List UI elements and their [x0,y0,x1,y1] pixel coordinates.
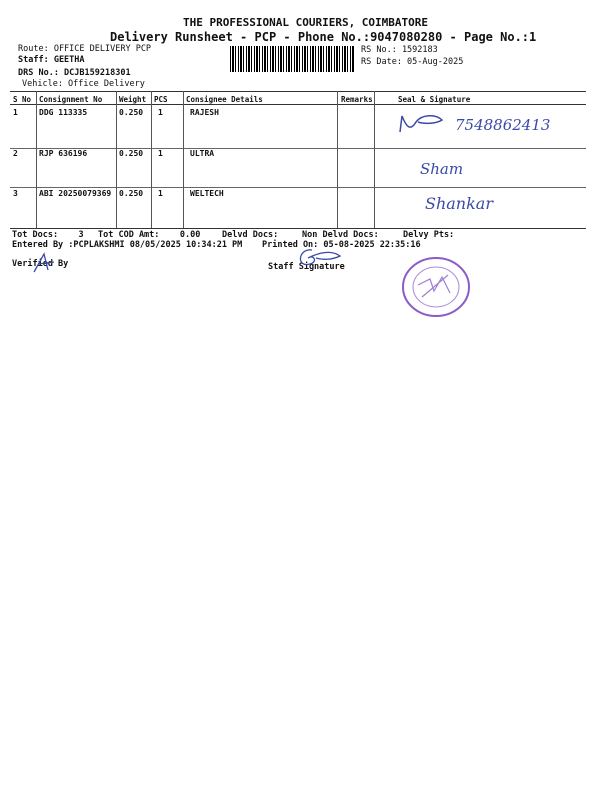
row-signature: Sham [420,160,464,178]
row-weight: 0.250 [119,189,144,198]
row-signature: Shankar [425,194,493,213]
row-weight: 0.250 [119,149,144,158]
barcode [230,46,355,72]
vehicle-label: Vehicle: Office Delivery [22,79,145,89]
delivery-points: Delvy Pts: [403,230,455,240]
staff-signature-scribble [292,244,344,270]
col-consignment: Consignment No [39,95,103,104]
route-label: Route: OFFICE DELIVERY PCP [18,44,152,54]
drs-label: DRS No.: DCJB159218301 [18,68,131,78]
col-consignee: Consignee Details [186,95,263,104]
row-consignment: ABI 20250079369 [39,189,112,198]
row-pcs: 1 [158,149,163,158]
delivered-docs: Delvd Docs: [222,230,279,240]
verified-by: Verified By [12,259,69,269]
row-signature: 7548862413 [455,116,551,134]
entered-by: Entered By :PCPLAKSHMI 08/05/2025 10:34:21 PM [12,240,243,250]
row-sno: 2 [13,149,18,158]
col-remarks: Remarks [341,95,373,104]
row-consignment: DDG 113335 [39,108,88,117]
company-title: THE PROFESSIONAL COURIERS, COIMBATORE [183,16,429,29]
rs-date: RS Date: 05-Aug-2025 [361,57,464,67]
row-consignee: ULTRA [190,149,215,158]
row-pcs: 1 [158,108,163,117]
staff-label: Staff: GEETHA [18,55,85,65]
staff-signature-label: Staff Signature [268,262,345,272]
col-seal: Seal & Signature [398,95,471,104]
row-consignee: RAJESH [190,108,219,117]
row-consignment: RJP 636196 [39,149,88,158]
col-pcs: PCS [154,95,168,104]
row-sno: 1 [13,108,18,117]
rs-number: RS No.: 1592183 [361,45,438,55]
non-delivered-docs: Non Delvd Docs: [302,230,379,240]
verified-scribble [30,252,60,274]
row-weight: 0.250 [119,108,144,117]
col-sno: S No [13,95,32,104]
total-cod: Tot COD Amt: 0.00 [98,230,201,240]
row-pcs: 1 [158,189,163,198]
total-docs: Tot Docs: 3 [12,230,84,240]
company-stamp [400,255,472,319]
runsheet-title: Delivery Runsheet - PCP - Phone No.:9047080280 - Page No.:1 [110,30,537,44]
col-weight: Weight [119,95,147,104]
printed-on: Printed On: 05-08-2025 22:35:16 [262,240,421,250]
row-sno: 3 [13,189,18,198]
signature-scribble [392,110,454,136]
row-consignee: WELTECH [190,189,224,198]
